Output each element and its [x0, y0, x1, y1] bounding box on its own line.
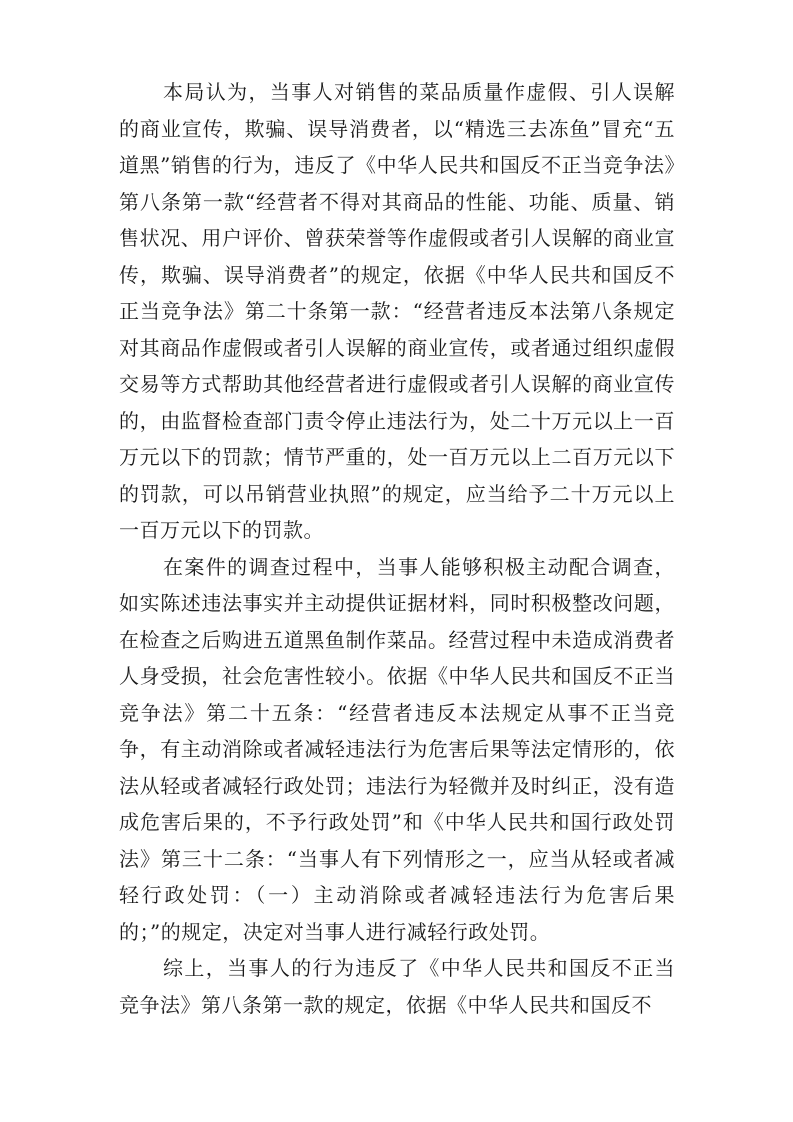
paragraph-mitigation: 在案件的调查过程中，当事人能够积极主动配合调查，如实陈述违法事实并主动提供证据材料，同时积极整改问题，在检查之后购进五道黑鱼制作菜品。经营过程中未造成消费者人身受损，社会危害性较小。依据《中华人民共和国反不正当竞争法》第二十五条：“经营者违反本法规定从事不正当竞争，有主动消除或者减轻违法行为危害后果等法定情形的，依法从轻或者减轻行政处罚；违法行为轻微并及时纠正，没有造成危害后果的，不予行政处罚”和《中华人民共和国行政处罚法》第三十二条：“当事人有下列情形之一，应当从轻或者减轻行政处罚：（一）主动消除或者减轻违法行为危害后果的；”的规定，决定对当事人进行减轻行政处罚。 [119, 554, 675, 944]
document-body [119, 74, 675, 1023]
paragraph-finding: 本局认为，当事人对销售的菜品质量作虚假、引人误解的商业宣传，欺骗、误导消费者，以“精选三去冻鱼”冒充“五道黑”销售的行为，违反了《中华人民共和国反不正当竞争法》第八条第一款“经营者不得对其商品的性能、功能、质量、销售状况、用户评价、曾获荣誉等作虚假或者引人误解的商业宣传，欺骗、误导消费者”的规定，依据《中华人民共和国反不正当竞争法》第二十条第一款：“经营者违反本法第八条规定对其商品作虚假或者引人误解的商业宣传，或者通过组织虚假交易等方式帮助其他经营者进行虚假或者引人误解的商业宣传的，由监督检查部门责令停止违法行为，处二十万元以上一百万元以下的罚款；情节严重的，处一百万元以上二百万元以下的罚款，可以吊销营业执照”的规定，应当给予二十万元以上一百万元以下的罚款。 [119, 80, 675, 542]
paragraph-conclusion: 综上，当事人的行为违反了《中华人民共和国反不正当竞争法》第八条第一款的规定，依据《中华人民共和国反不 [119, 956, 675, 1017]
